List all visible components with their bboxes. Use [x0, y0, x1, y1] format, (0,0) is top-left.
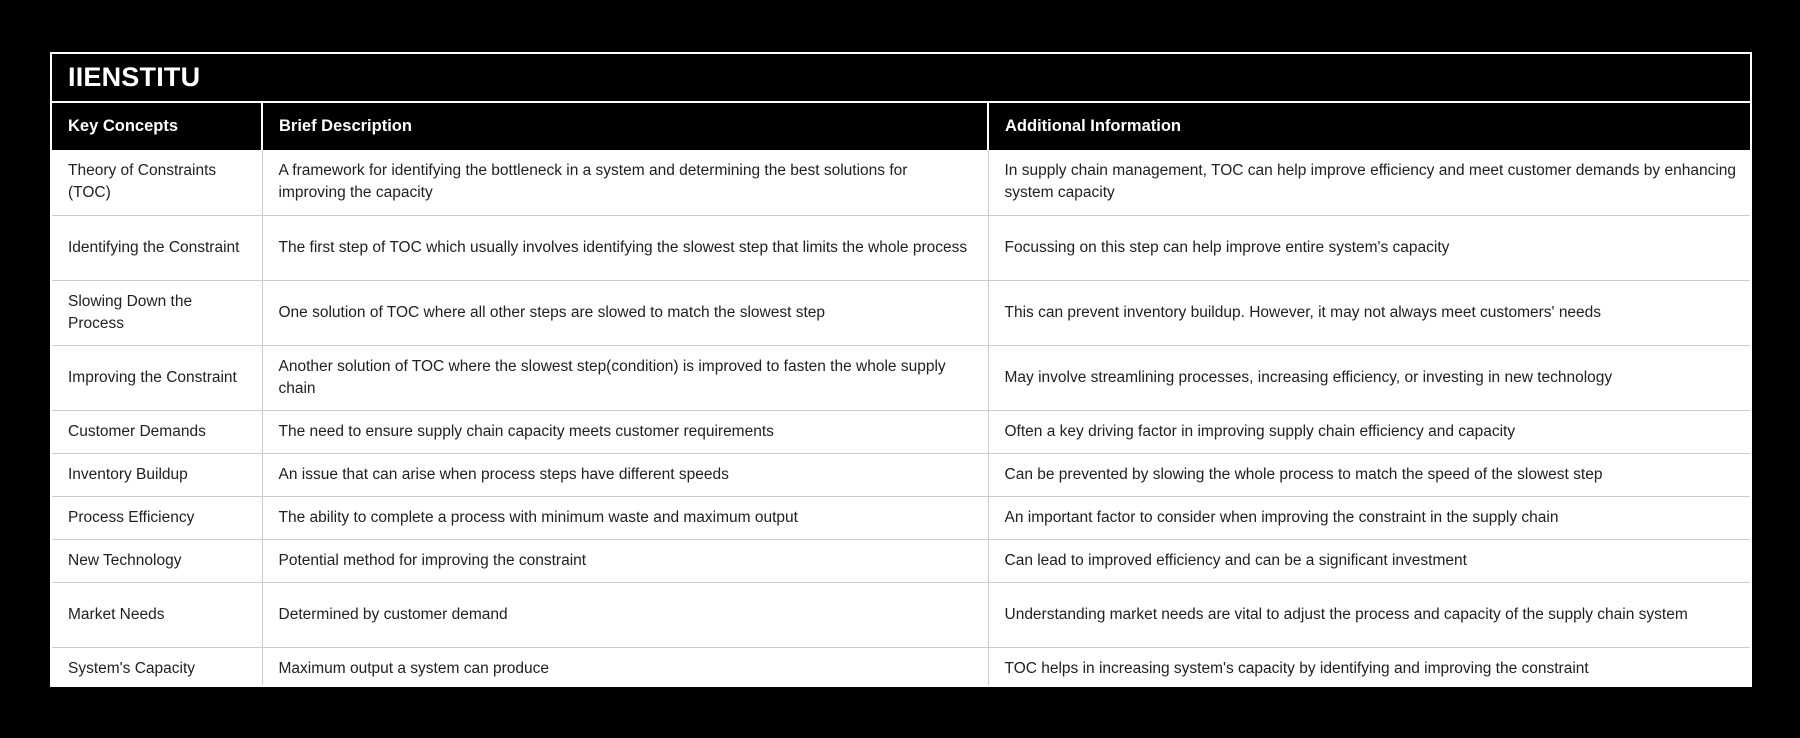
table-row [52, 453, 1752, 496]
additional-info-cell: Can lead to improved efficiency and can be a significant investment [988, 539, 1752, 582]
description-cell: An issue that can arise when process steps have different speeds [262, 453, 988, 496]
additional-info-cell: This can prevent inventory buildup. However, it may not always meet customers' needs [988, 280, 1752, 345]
key-concept-cell: Process Efficiency [52, 496, 262, 539]
description-cell: Potential method for improving the constraint [262, 539, 988, 582]
additional-info-cell: Focussing on this step can help improve entire system's capacity [988, 215, 1752, 280]
table-row [52, 410, 1752, 453]
column-header-additional-information: Additional Information [988, 103, 1752, 150]
key-concept-cell: Theory of Constraints (TOC) [52, 150, 262, 215]
table-row [52, 539, 1752, 582]
description-cell: The ability to complete a process with minimum waste and maximum output [262, 496, 988, 539]
additional-info-cell: An important factor to consider when improving the constraint in the supply chain [988, 496, 1752, 539]
description-cell: The need to ensure supply chain capacity meets customer requirements [262, 410, 988, 453]
description-cell: A framework for identifying the bottleneck in a system and determining the best solutions for improving the capacity [262, 150, 988, 215]
description-cell: Another solution of TOC where the slowest step(condition) is improved to fasten the whole supply chain [262, 345, 988, 410]
key-concept-cell: System's Capacity [52, 647, 262, 687]
key-concept-cell: Improving the Constraint [52, 345, 262, 410]
brand-logo-text: IIENSTITU [68, 62, 201, 92]
table-row [52, 647, 1752, 687]
table-row [52, 150, 1752, 215]
additional-info-cell: May involve streamlining processes, increasing efficiency, or investing in new technology [988, 345, 1752, 410]
key-concept-cell: Slowing Down the Process [52, 280, 262, 345]
additional-info-cell: Often a key driving factor in improving supply chain efficiency and capacity [988, 410, 1752, 453]
description-cell: The first step of TOC which usually involves identifying the slowest step that limits the whole process [262, 215, 988, 280]
description-cell: Maximum output a system can produce [262, 647, 988, 687]
table-row [52, 582, 1752, 647]
table-row [52, 215, 1752, 280]
key-concept-cell: Identifying the Constraint [52, 215, 262, 280]
column-header-brief-description: Brief Description [262, 103, 988, 150]
column-header-key-concepts: Key Concepts [52, 103, 262, 150]
table-row [52, 496, 1752, 539]
description-cell: Determined by customer demand [262, 582, 988, 647]
title-bar [52, 54, 1750, 103]
key-concept-cell: New Technology [52, 539, 262, 582]
key-concept-cell: Customer Demands [52, 410, 262, 453]
key-concept-cell: Market Needs [52, 582, 262, 647]
table-row [52, 280, 1752, 345]
table-card [50, 52, 1752, 687]
additional-info-cell: In supply chain management, TOC can help improve efficiency and meet customer demands by enhancing system capacity [988, 150, 1752, 215]
additional-info-cell: TOC helps in increasing system's capacity by identifying and improving the constraint [988, 647, 1752, 687]
table-row [52, 345, 1752, 410]
additional-info-cell: Understanding market needs are vital to adjust the process and capacity of the supply chain system [988, 582, 1752, 647]
key-concept-cell: Inventory Buildup [52, 453, 262, 496]
description-cell: One solution of TOC where all other steps are slowed to match the slowest step [262, 280, 988, 345]
table-header-row [52, 103, 1752, 150]
additional-info-cell: Can be prevented by slowing the whole process to match the speed of the slowest step [988, 453, 1752, 496]
concepts-table [52, 103, 1752, 687]
